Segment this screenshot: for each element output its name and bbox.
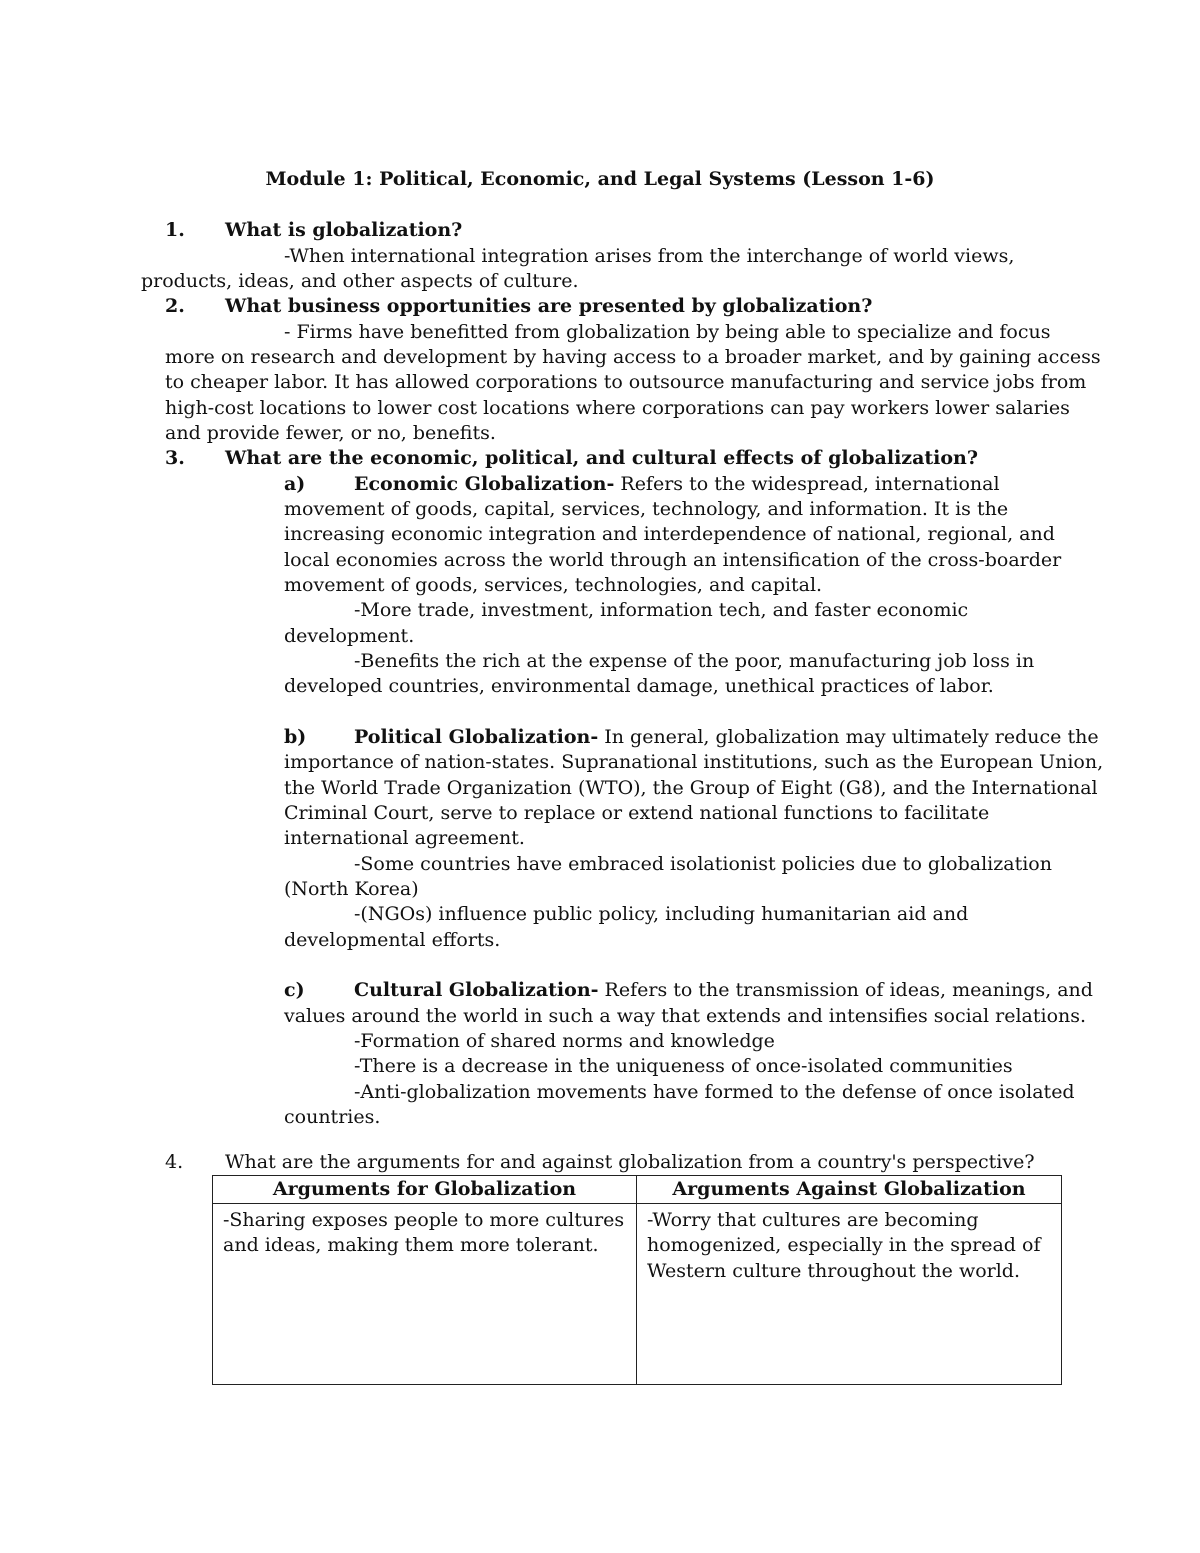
q3b-line: -(NGOs) influence public policy, including humanitarian aid and bbox=[354, 903, 969, 925]
q4-question: What are the arguments for and against globalization from a country's perspective? bbox=[225, 1151, 1035, 1173]
table-header-row bbox=[213, 1176, 1062, 1204]
q3b-heading: Political Globalization- bbox=[354, 726, 599, 748]
q3a-first-line bbox=[354, 472, 1000, 497]
for-cell-line: and ideas, making them more tolerant. bbox=[223, 1234, 599, 1257]
q3b-line: In general, globalization may ultimately reduce the bbox=[598, 726, 1099, 748]
q1-answer-line: products, ideas, and other aspects of culture. bbox=[141, 270, 579, 292]
q3c-line: countries. bbox=[284, 1106, 381, 1128]
arguments-table bbox=[212, 1175, 1062, 1385]
q3c-first-line bbox=[354, 978, 1093, 1003]
table-row bbox=[213, 1204, 1062, 1385]
q3a-line: movement of goods, capital, services, technology, and information. It is the bbox=[284, 498, 1009, 520]
q3c-heading: Cultural Globalization- bbox=[354, 979, 599, 1001]
q3b-first-line bbox=[354, 725, 1099, 750]
q3a-line: -More trade, investment, information tech, and faster economic bbox=[354, 599, 969, 621]
q3-question: What are the economic, political, and cultural effects of globalization? bbox=[225, 447, 979, 469]
q3a-line: increasing economic integration and interdependence of national, regional, and bbox=[284, 523, 1055, 545]
q3a-line: developed countries, environmental damage, unethical practices of labor. bbox=[284, 675, 994, 697]
q2-answer-line: and provide fewer, or no, benefits. bbox=[165, 422, 496, 444]
against-cell-line: -Worry that cultures are becoming bbox=[647, 1209, 979, 1231]
q3-number: 3. bbox=[165, 447, 185, 469]
q1-question: What is globalization? bbox=[225, 219, 463, 241]
q3a-heading: Economic Globalization- bbox=[354, 473, 615, 495]
q2-question: What business opportunities are presented by globalization? bbox=[225, 295, 873, 317]
q3a-line: -Benefits the rich at the expense of the poor, manufacturing job loss in bbox=[354, 650, 1035, 672]
document-title: Module 1: Political, Economic, and Legal Systems (Lesson 1-6) bbox=[265, 168, 935, 190]
q3b-line: -Some countries have embraced isolationist policies due to globalization bbox=[354, 853, 1052, 875]
q3c-label: c) bbox=[284, 979, 305, 1001]
for-cell bbox=[213, 1204, 637, 1385]
q3c-line: -There is a decrease in the uniqueness of once-isolated communities bbox=[354, 1055, 1013, 1077]
q4-number: 4. bbox=[165, 1151, 184, 1173]
against-cell bbox=[637, 1204, 1062, 1385]
q3c-line: -Anti-globalization movements have formed to the defense of once isolated bbox=[354, 1081, 1075, 1103]
q3b-line: importance of nation-states. Supranational institutions, such as the European Union, bbox=[284, 751, 1104, 773]
q3c-line: values around the world in such a way that extends and intensifies social relations. bbox=[284, 1005, 1087, 1027]
against-cell-line: Western culture throughout the world. bbox=[647, 1259, 1021, 1282]
q3a-line: local economies across the world through an intensification of the cross-boarder bbox=[284, 549, 1062, 571]
q2-answer-line: more on research and development by having access to a broader market, and by gaining access bbox=[165, 346, 1101, 368]
q2-answer-line: - Firms have benefitted from globalization by being able to specialize and focus bbox=[284, 321, 1051, 343]
q3a-line: movement of goods, services, technologies, and capital. bbox=[284, 574, 823, 596]
q3c-line: Refers to the transmission of ideas, meanings, and bbox=[598, 979, 1093, 1001]
table-header-against: Arguments Against Globalization bbox=[637, 1176, 1062, 1204]
q3b-line: the World Trade Organization (WTO), the Group of Eight (G8), and the International bbox=[284, 777, 1098, 799]
q3b-line: developmental efforts. bbox=[284, 929, 501, 951]
q2-answer-line: high-cost locations to lower cost locations where corporations can pay workers lower salaries bbox=[165, 397, 1070, 419]
against-cell-line: homogenized, especially in the spread of bbox=[647, 1234, 1041, 1257]
q3a-line: development. bbox=[284, 625, 415, 647]
q3c-line: -Formation of shared norms and knowledge bbox=[354, 1030, 775, 1052]
q3a-line: Refers to the widespread, international bbox=[614, 473, 1000, 495]
table-header-for: Arguments for Globalization bbox=[213, 1176, 637, 1204]
q1-answer-line: -When international integration arises from the interchange of world views, bbox=[284, 245, 1015, 267]
for-cell-line: -Sharing exposes people to more cultures bbox=[223, 1209, 625, 1231]
q3a-label: a) bbox=[284, 473, 306, 495]
q1-number: 1. bbox=[165, 219, 185, 241]
q3b-line: Criminal Court, serve to replace or extend national functions to facilitate bbox=[284, 802, 990, 824]
q2-answer-line: to cheaper labor. It has allowed corporations to outsource manufacturing and service jobs from bbox=[165, 371, 1087, 393]
q2-number: 2. bbox=[165, 295, 185, 317]
q3b-label: b) bbox=[284, 726, 307, 748]
q3b-line: (North Korea) bbox=[284, 878, 419, 900]
q3b-line: international agreement. bbox=[284, 827, 525, 849]
